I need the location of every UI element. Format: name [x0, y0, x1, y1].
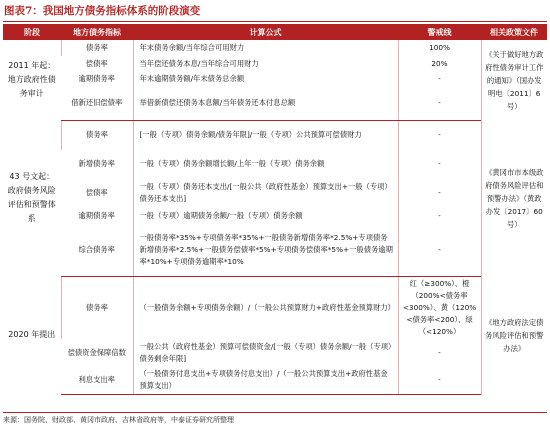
- figure-title: 图表7：我国地方债务指标体系的阶段演变: [4, 5, 201, 17]
- formula-cell: 年末债务余额/当年综合可用财力: [133, 40, 398, 56]
- threshold-cell: -: [398, 208, 481, 224]
- indicator-cell: 偿债率: [85, 58, 108, 68]
- threshold-cell: -: [398, 367, 481, 395]
- threshold-cell: -: [398, 120, 481, 150]
- table-row: [3, 40, 547, 56]
- formula-cell: [一般（专项）债务余额/债务年限]/一般（专项）公共预算可偿债财力: [133, 120, 398, 150]
- stage-cell: 2011 年起：地方政府性债务审计: [7, 61, 56, 98]
- debt-indicator-table: [3, 24, 547, 395]
- header-threshold: 警戒线: [398, 24, 481, 40]
- header-stage: 阶段: [3, 24, 61, 40]
- stage-cell: 2020 年提出: [8, 330, 56, 340]
- threshold-cell: -: [398, 86, 481, 120]
- formula-cell: 一般（专项）债务余额增长额/上年一般（专项）债务余额: [133, 150, 398, 178]
- threshold-cell: -: [398, 224, 481, 276]
- formula-cell: 当年偿还债务本息/当年综合可用财力: [133, 56, 398, 71]
- indicator-cell: 综合债务率: [61, 224, 133, 276]
- formula-cell: 一般（专项）逾期债务余额/一般（专项）债务余额: [133, 208, 398, 224]
- formula-cell: 一般公共（政府性基金）预算可偿债资金/[一般（专项）债务余额/一般（专项）债务剩余年限]: [133, 339, 398, 367]
- threshold-cell: -: [398, 150, 481, 178]
- threshold-cell: -: [398, 339, 481, 367]
- table-row: [3, 56, 547, 71]
- formula-cell: 举借新债偿还债务本息额/当年债务还本付息总额: [133, 86, 398, 120]
- indicator-cell: 债务率: [61, 40, 133, 56]
- table-row: [3, 339, 547, 367]
- table-row: [3, 276, 547, 339]
- indicator-cell: 新增债务率: [78, 159, 115, 168]
- policy-cell: 《地方政府法定债务风险评估和预警办法》: [481, 276, 547, 395]
- title-divider: [3, 21, 547, 22]
- stage-cell: 43 号文起：政府债务风险评估和预警体系: [7, 172, 56, 223]
- threshold-cell: 100%: [398, 40, 481, 56]
- table-row: [3, 86, 547, 120]
- indicator-cell: 逾期债务率: [78, 73, 115, 83]
- formula-cell: （一般债务余额+专项债务余额）/（一般公共预算财力+政府性基金预算财力）: [133, 276, 398, 339]
- table-row: [3, 224, 547, 276]
- indicator-cell: 偿债资金保障倍数: [67, 347, 126, 357]
- source-note: 来源：国务院、财政部、黄冈市政府、吉林省政府等，中泰证券研究所整理: [3, 412, 547, 427]
- threshold-cell: 红（≥300%）、橙（200%<债务率<300%）、黄（120%<债务率<200）、绿（<120%）: [398, 276, 481, 339]
- threshold-cell: 20%: [398, 56, 481, 71]
- table-header-row: [3, 24, 547, 40]
- table-row: [3, 208, 547, 224]
- policy-cell: 《黄冈市市本级政府债务风险评估和预警办法》（黄政办发〔2017〕60 号）: [481, 120, 547, 276]
- formula-cell: 年末逾期债务额/年末债务总余额: [133, 71, 398, 86]
- indicator-cell: 债务率: [61, 276, 133, 339]
- table-row: [3, 367, 547, 395]
- indicator-cell: 债务率: [61, 120, 133, 150]
- header-policy: 相关政策文件: [481, 24, 547, 40]
- table-row: [3, 120, 547, 150]
- header-indicator: 地方债务指标: [61, 24, 133, 40]
- threshold-cell: -: [398, 178, 481, 208]
- table-row: [3, 71, 547, 86]
- indicator-cell: 偿债率: [85, 188, 108, 197]
- table-row: [3, 150, 547, 178]
- header-formula: 计算公式: [133, 24, 398, 40]
- indicator-cell: 逾期债务率: [78, 211, 115, 220]
- formula-cell: 一般（专项）债务还本支出/[一般公共（政府性基金）预算支出+一般（专项）债务还本支出]: [133, 178, 398, 208]
- indicator-cell: 借新还旧偿债率: [61, 86, 133, 120]
- policy-cell: 《关于做好地方政府性债务审计工作的通知》（国办发明电〔2011〕6 号）: [481, 40, 547, 120]
- formula-cell: （一般债务付息支出+专项债务付息支出）/（一般公共预算支出+政府性基金预算支出）: [133, 367, 398, 395]
- table-row: [3, 178, 547, 208]
- formula-cell: 一般债务率*35%+专项债务率*35%+一般债务新增债务率*2.5%+专项债务新增债务率*2.5%+一般债务偿债率*5%+专项债务偿债率*5%+一般债务逾期率*10%+专项债务逾期率*10%: [133, 224, 398, 276]
- threshold-cell: -: [398, 71, 481, 86]
- indicator-cell: 利息支出率: [61, 367, 133, 395]
